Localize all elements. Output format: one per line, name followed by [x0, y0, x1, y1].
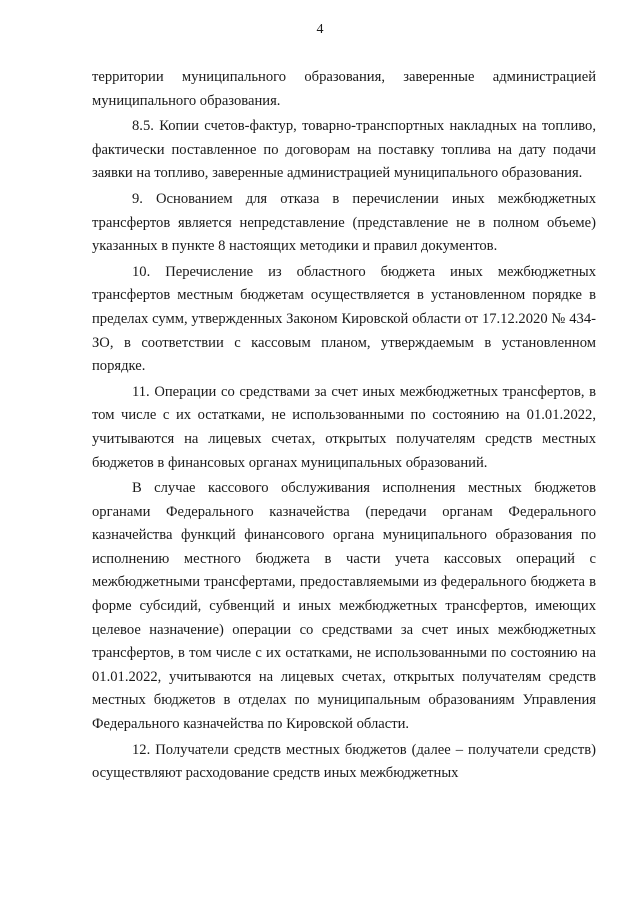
paragraph-11-case: В случае кассового обслуживания исполнения местных бюджетов органами Федерального казначейства (передачи органам Федерального казначейства функций финансового органа муниципального образования по исполнению местного бюджета в части учета кассовых операций с межбюджетными трансфертами, предоставляемыми из федерального бюджета в форме субсидий, субвенций и иных межбюджетных трансфертов, имеющих целевое назначение) операции со средствами за счет иных межбюджетных трансфертов, в том числе с их остатками, не использованными по состоянию на 01.01.2022, учитываются на лицевых счетах, открытых получателям средств местных бюджетов в отделах по муниципальным образованиям Управления Федерального казначейства по Кировской области.: [92, 480, 596, 733]
paragraph-11: 11. Операции со средствами за счет иных межбюджетных трансфертов, в том числе с их остатками, не использованными по состоянию на 01.01.2022, учитываются на лицевых счетах, открытых получателям средств местных бюджетов в финансовых органах муниципальных образований.: [92, 383, 596, 471]
paragraph-12: 12. Получатели средств местных бюджетов (далее – получатели средств) осуществляют расходование средств иных межбюджетных: [92, 741, 596, 782]
paragraph-8-5: 8.5. Копии счетов-фактур, товарно-транспортных накладных на топливо, фактически поставленное по договорам на поставку топлива на дату подачи заявки на топливо, заверенные администрацией муниципального образования.: [92, 118, 596, 182]
paragraph-10: 10. Перечисление из областного бюджета иных межбюджетных трансфертов местным бюджетам осуществляется в установленном порядке в пределах сумм, утвержденных Законом Кировской области от 17.12.2020 № 434-ЗО, в соответствии с кассовым планом, утверждаемым в установленном порядке.: [92, 263, 596, 375]
page-number: 4: [316, 22, 324, 37]
paragraph-continuation: территории муниципального образования, заверенные администрацией муниципального образования.: [92, 69, 596, 109]
paragraph-9: 9. Основанием для отказа в перечислении иных межбюджетных трансфертов является непредставление (представление не в полном объеме) указанных в пункте 8 настоящих методики и правил документов.: [92, 190, 596, 255]
document-body: [92, 66, 596, 786]
